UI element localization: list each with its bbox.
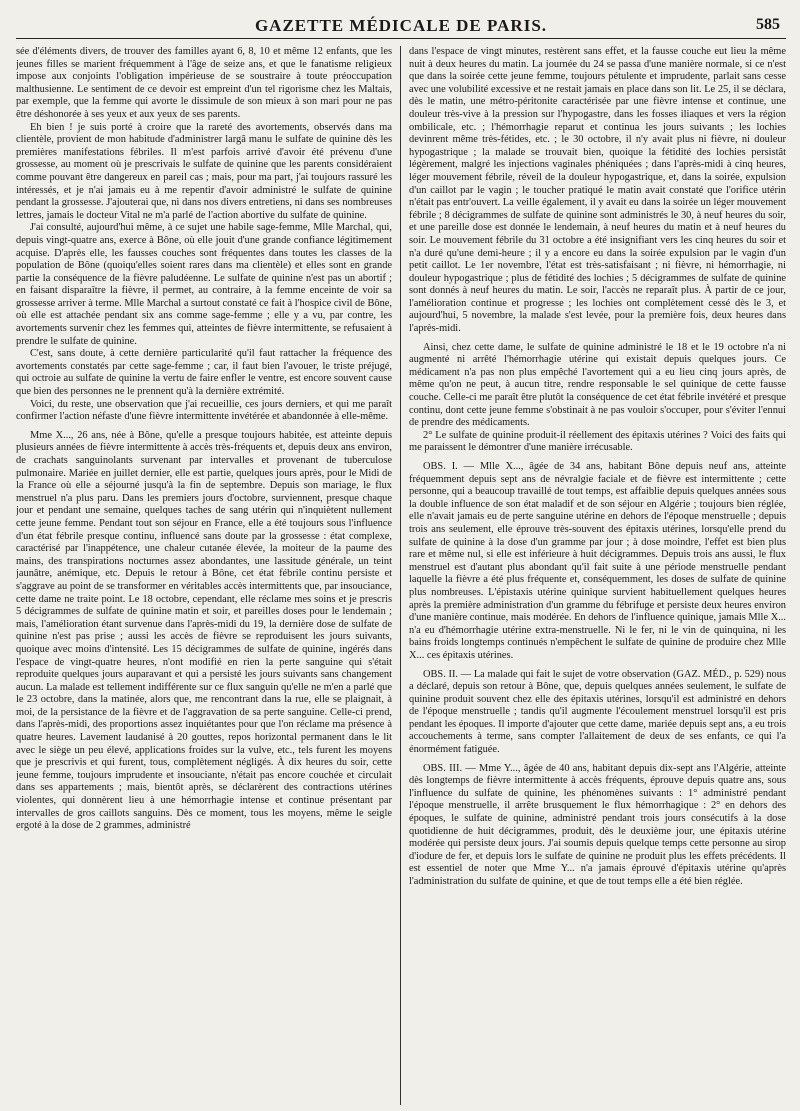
paragraph: Voici, du reste, une observation que j'ai recueillie, ces jours derniers, et qui me paraît confirmer l'action néfaste d'une fièvre intermittente invétérée et abandonnée à elle-même. bbox=[16, 398, 392, 423]
paragraph: Eh bien ! je suis porté à croire que la rareté des avortements, observés dans ma clientèle, provient de mon habitude d'administrer largâ manu le sulfate de quinine dès les premières manifestations fébriles. Il m'est parfois arrivé d'avoir été prévenu d'une grossesse, au moment où je prescrivais le sulfate de quinine que les parents considéraient comme pouvant être dangereux en pareil cas ; mais, pour ma part, j'ai toujours rassuré les intéressés, et je n'ai jamais eu à me repentir d'avoir administré le sulfate de quinine pendant la grossesse. J'ajouterai que, ni dans nos divers entretiens, ni dans ses nombreuses lettres, jamais le docteur Vital ne m'a parlé de l'action abortive du sulfate de quinine. bbox=[16, 121, 392, 221]
paragraph: J'ai consulté, aujourd'hui même, à ce sujet une habile sage-femme, Mlle Marchal, qui, depuis vingt-quatre ans, exerce à Bône, où elle jouit d'une grande confiance légitimement acquise. D'après elle, les fausses couches sont fréquentes dans toutes les classes de la population de Bône (quoiqu'elles soient rares dans ma clientèle) et elles sont en grande partie la conséquence de la fièvre paludéenne. Le sulfate de quinine n'est pas un abortif ; en faisant disparaître la fièvre, il permet, au contraire, à la femme enceinte de voir sa grossesse arriver à terme. Mlle Marchal a surtout constaté ce fait à l'hospice civil de Bône, où elle est attachée pendant six ans comme sage-femme ; elle y a vu, par contre, les avortements survenir chez les femmes qui, atteintes de fièvre intermittente, se refusaient à prendre le sulfate de quinine. bbox=[16, 222, 392, 347]
page-number: 585 bbox=[756, 16, 780, 33]
paragraph: C'est, sans doute, à cette dernière particularité qu'il faut rattacher la fréquence des avortements constatés par cette sage-femme ; car, il faut bien l'avouer, le triste préjugé, qui octroie au sulfate de quinine la vertu de faire enfler le ventre, est encore souvent cause que bien des personnes ne le prennent qu'à la dernière extrémité. bbox=[16, 348, 392, 398]
observation-2: OBS. II. — La malade qui fait le sujet de votre observation (GAZ. MÉD., p. 529) nous a déclaré, depuis son retour à Bône, que, depuis quelques années seulement, le sulfate de quinine produit souvent chez elle des épitaxis utérines, lorsqu'il est administré en dehors de l'époque menstruelle ; tandis qu'il augmente l'écoulement menstruel lorsqu'il est pris pendant les époques. Il importe d'ajouter que cette dame, mariée depuis sept ans, a eu trois accouchements à terme, sans compter l'allaitement de deux de ses enfants, ce qui l'a énormément fatiguée. bbox=[409, 668, 786, 756]
paragraph: 2° Le sulfate de quinine produit-il réellement des épitaxis utérines ? Voici des faits qui me paraissent le démontrer d'une manière irrécusable. bbox=[409, 429, 786, 454]
paragraph: sée d'éléments divers, de trouver des familles ayant 6, 8, 10 et même 12 enfants, que les jeunes filles se marient fréquemment à l'âge de seize ans, et que le fanatisme religieux impose aux conjoints l'obligation impérieuse de se soustraire à toute préoccupation malthusienne. Le sentiment de ce devoir est empreint d'un tel rigorisme chez les Maltais, par exemple, que la femme qui avorte le dissimule de son mieux à son mari pour ne pas être déshonorée à ses yeux et aux yeux de ses parents. bbox=[16, 46, 392, 120]
observation-3: OBS. III. — Mme Y..., âgée de 40 ans, habitant depuis dix-sept ans l'Algérie, atteinte dès longtemps de fièvre intermittente à accès fréquents, éprouve depuis quatre ans, sous l'influence du sulfate de quinine, les phénomènes suivants : 1° administré pendant l'époque menstruelle, il arrête brusquement le flux hémorrhagique : 2° en dehors des époques, le sulfate de quinine, administré pendant trois jours consécutifs à la dose quotidienne de huit décigrammes, produit, dès le deuxième jour, une épitaxis utérine modérée qui persiste deux jours. J'ai soumis depuis quelque temps cette personne au sirop d'iodure de fer, et depuis lors le sulfate de quinine ne produit plus les effets précédents. Il est essentiel de noter que Mme Y... n'a jamais éprouvé d'épitaxis utérine qu'après l'administration du sulfate de quinine, et que de tout temps elle a été bien réglée. bbox=[409, 762, 786, 887]
page-header bbox=[16, 12, 786, 39]
paragraph: Mme X..., 26 ans, née à Bône, qu'elle a presque toujours habitée, est atteinte depuis plusieurs années de fièvre intermittente à accès très-fréquents et, depuis deux ans environ, de crachats sanguinolants survenant par intervalles et provenant de tuberculose pulmonaire. Mariée en juillet dernier, elle est partie, quelques jours après, pour le Midi de la France où elle a séjourné jusqu'à la fin de septembre. Depuis son mariage, le flux menstruel n'a plus paru. Dans les premiers jours d'octobre, surviennent, presque chaque jour et pendant une semaine, quelques taches de sang utérin qui n'inquiètent nullement cette jeune femme. Pendant tout son séjour en France, elle a été toujours sous l'influence d'un état fébrile presque continu, influencé sans doute par la grossesse : état complexe, caractérisé par l'inappétence, une chaleur cutanée élevée, la moiteur de la paume des mains, des transpirations nocturnes assez abondantes, une lassitude générale, un teint jaunâtre, anémique, etc. Depuis le retour à Bône, cet état fébrile continu persiste et s'aggrave au point de se transformer en véritables accès intermittents que, par insouciance, cette dame ne traite point. Le 18 octobre, cependant, elle réclame mes soins et je prescris 5 décigrammes de sulfate de quinine matin et soir, et pareilles doses pour le lendemain ; mais, l'amélioration étant survenue dans l'après-midi du 19, la dernière dose de sulfate de quinine n'est pas prise ; aussi les accès de fièvre se reproduisent les jours suivants, quoique avec moins d'intensité. Les 15 décigrammes de sulfate de quinine, ingérés dans l'espace de vingt-quatre heures, n'ont modifié en rien la perte sanguine qui s'était reproduite quelques jours auparavant et qui a persisté les jours suivants sans changement aucun. La malade est tellement indifférente sur ce flux sanguin qu'elle ne m'en a parlé que le 23 octobre, dans la matinée, alors que, me rencontrant dans la rue, elle se plaignait, à moi, de la persistance de la fièvre et de l'aggravation de sa perte sanguine. Celle-ci prend, dans l'après-midi, des proportions assez inquiétantes pour que l'on réclame ma présence à quatre heures. Lavement laudanisé à 20 gouttes, repos horizontal permanent dans le lit avec le siège un peu élevé, applications froides sur la vulve, etc., tels furent les moyens que je prescrivis et qui furent, tous, complètement négligés. À dix heures du soir, cette jeune femme, toujours imprudente et insouciante, n'était pas encore couchée et circulait dans ses appartements ; mais, bientôt après, se déclarèrent des contractions utérines violentes, qui donnèrent lieu à une hémorrhagie intense et continue présentant par intervalles de gros caillots sanguins. Dès ce moment, tous les moyens, même le seigle ergoté à la dose de 2 grammes, administré bbox=[16, 429, 392, 832]
text-columns bbox=[16, 46, 786, 1105]
journal-title: GAZETTE MÉDICALE DE PARIS. bbox=[254, 16, 548, 35]
paragraph: dans l'espace de vingt minutes, restèrent sans effet, et la fausse couche eut lieu la même nuit à deux heures du matin. La journée du 24 se passa d'une manière normale, si ce n'est que dans la soirée cette jeune femme, toujours pétulente et imprudente, parlait sans cesse avec une volubilité excessive et ne restait jamais en place dans son lit. Le 25, il se déclara, dès le matin, une métro-péritonite caractérisée par une fièvre intense et continue, une douleur très-vive à la pression sur l'hypogastre, dans les fosses iliaques et vers la région ombilicale, etc. ; l'hémorrhagie reparut et continua les jours suivants ; les lochies devinrent même très-fétides, etc. ; le 30 octobre, il n'y avait plus ni fièvre, ni douleur hypogastrique ; la malade se trouvait bien, quoique la fétidité des lochies persistât légèrement, malgré les injections vaginales phéniquées ; dans l'après-midi à cinq heures, léger mouvement fébrile, réveil de la douleur hypogastrique, et, dans la soirée, expulsion d'un caillot par le vagin ; le toucher pratiqué le matin avait constaté que l'orifice utérin n'était pas entr'ouvert. La veille également, il y avait eu dans la soirée un léger mouvement fébrile ; 8 décigrammes de sulfate de quinine sont administrés le 30, à neuf heures du soir, et une pareille dose est donnée le lendemain, à neuf heures du matin et à neuf heures du soir. Le mouvement fébrile du 31 octobre a été insignifiant vers les cinq heures du soir et n'a duré qu'une demi-heure ; il y a encore eu dans la soirée expulsion par le vagin d'un petit caillot. Le 1er novembre, l'état est très-satisfaisant ; ni fièvre, ni hémorrhagie, ni douleur hypogastrique ; plus de fétidité des lochies ; 5 décigrammes de sulfate de quinine sont donnés à neuf heures du matin. Le soir, l'accès ne reparaît plus. À partir de ce jour, l'amélioration continue et progresse ; les lochies ont complètement cessé dès le 3, et aujourd'hui, 5 novembre, la malade s'est levée, pour la première fois, deux heures dans l'après-midi. bbox=[409, 46, 786, 335]
left-column bbox=[16, 46, 401, 1105]
observation-1: OBS. I. — Mlle X..., âgée de 34 ans, habitant Bône depuis neuf ans, atteinte fréquemment depuis sept ans de névralgie faciale et de fièvre est intermittente ; cette personne, qui a beaucoup travaillé de tout temps, est affaiblie depuis quelques années sous la double influence de son état maladif et de son séjour en Algérie ; toujours bien réglée, elle n'avait jamais eu de perte sanguine utérine en dehors de l'époque menstruelle ; depuis trois ans seulement, elle éprouve très-souvent des épitaxis utérines, lorsqu'elle prend du sulfate de quinine à la dose d'un gramme par jour ; à dose moindre, l'effet est bien plus rare et même nul, si elle est inférieure à huit décigrammes. Depuis trois ans aussi, le flux menstruel est d'autant plus abondant qu'il fait suite à une période menstruelle pendant laquelle la fièvre a été plus fréquente et, conséquemment, les doses de sulfate de quinine plus nombreuses. L'épistaxis utérine quinique survient habituellement quelques heures après la première administration d'un gramme du fébrifuge et persiste deux heures environ d'une manière continue, mais modérée. En dehors de l'influence quinique, jamais Mlle X... n'a eu d'hémorrhagie utérine extra-menstruelle. Ni le fer, ni le vin de quinquina, ni les bains froids longtemps continués n'empêchent le sulfate de quinine de produire chez Mlle X... ces épitaxis utérines. bbox=[409, 461, 786, 661]
right-column bbox=[401, 46, 786, 1105]
paragraph: Ainsi, chez cette dame, le sulfate de quinine administré le 18 et le 19 octobre n'a ni augmenté ni arrêté l'hémorrhagie utérine qui existait depuis quelques jours. Ce médicament n'a pas non plus empêché l'avortement qui a eu lieu cinq jours après, de même qu'on ne peut, à aucun titre, rendre responsable le sel quinique de cette fausse couche. Celle-ci me paraît être plutôt la conséquence de cet état fébrile invétéré et presque continu, dont cette jeune femme s'obstinait à ne pas vouloir s'occuper, pour s'éviter l'ennui de prendre des médicaments. bbox=[409, 341, 786, 429]
